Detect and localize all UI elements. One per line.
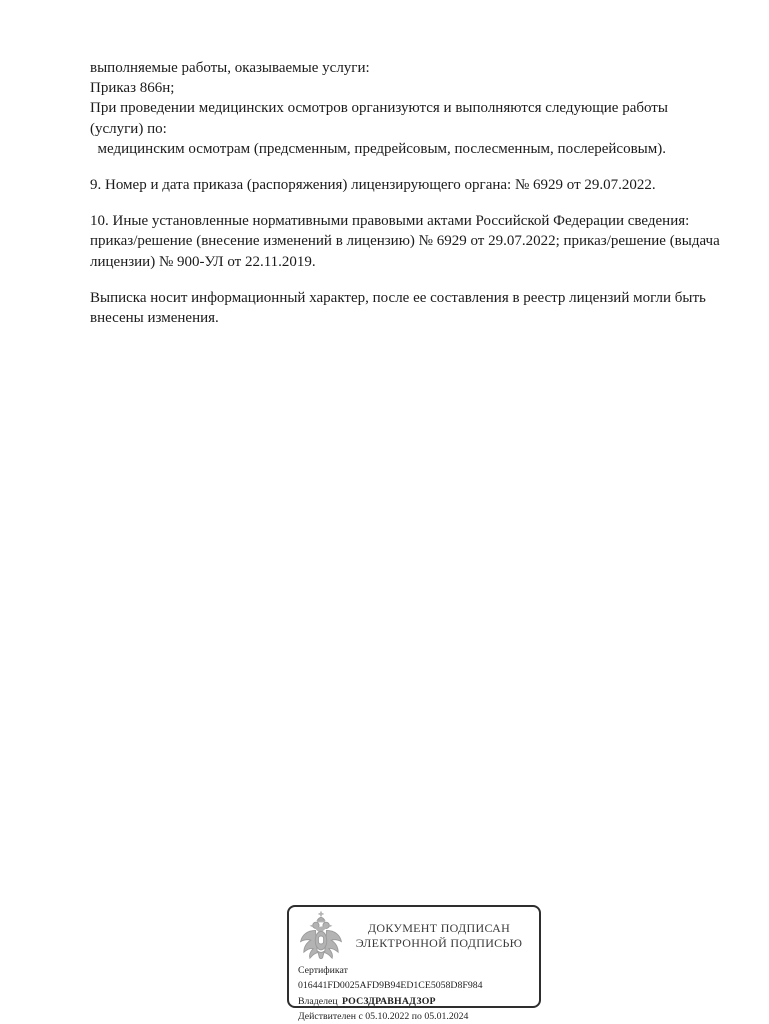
double-headed-eagle-icon <box>298 911 344 961</box>
paragraph-item-9 <box>90 175 715 195</box>
text-line: При проведении медицинских осмотров организуются и выполняются следующие работы <box>90 100 668 117</box>
stamp-title <box>350 921 530 950</box>
text-line: Выписка носит информационный характер, после ее составления в реестр лицензий могли быть <box>90 289 706 306</box>
stamp-title-line2: ЭЛЕКТРОННОЙ ПОДПИСЬЮ <box>355 935 523 950</box>
document-text-block <box>90 58 720 344</box>
text-line: Приказ 866н; <box>90 80 175 97</box>
text-line: выполняемые работы, оказываемые услуги: <box>90 60 370 76</box>
certificate-label: Сертификат <box>298 965 348 976</box>
owner-row <box>298 994 530 1009</box>
text-line: медицинским осмотрам (предсменным, предрейсовым, послесменным, послерейсовым). <box>90 140 666 157</box>
text-line: внесены изменения. <box>90 310 219 327</box>
text-line: приказ/решение (внесение изменений в лицензию) № 6929 от 29.07.2022; приказ/решение (выдача <box>90 233 720 250</box>
validity-row: Действителен с 05.10.2022 по 05.01.2024 <box>298 1010 469 1022</box>
stamp-fields <box>298 963 530 1024</box>
stamp-header <box>298 910 530 961</box>
text-line: 10. Иные установленные нормативными правовыми актами Российской Федерации сведения: <box>90 213 690 230</box>
certificate-value: 016441FD0025AFD9B94ED1CE5058D8F984 <box>298 980 483 992</box>
certificate-row <box>298 963 530 994</box>
paragraph-item-10 <box>90 211 720 272</box>
text-line: 9. Номер и дата приказа (распоряжения) лицензирующего органа: № 6929 от 29.07.2022. <box>90 177 656 194</box>
owner-label: Владелец <box>298 995 338 1007</box>
digital-signature-stamp <box>287 905 541 1022</box>
stamp-title-line1: ДОКУМЕНТ ПОДПИСАН <box>367 921 511 935</box>
paragraph-disclaimer <box>90 288 715 328</box>
paragraph-services <box>90 58 715 159</box>
text-line: лицензии) № 900-УЛ от 22.11.2019. <box>90 253 316 270</box>
text-line: (услуги) по: <box>90 120 167 137</box>
owner-value: РОСЗДРАВНАДЗОР <box>342 995 436 1007</box>
